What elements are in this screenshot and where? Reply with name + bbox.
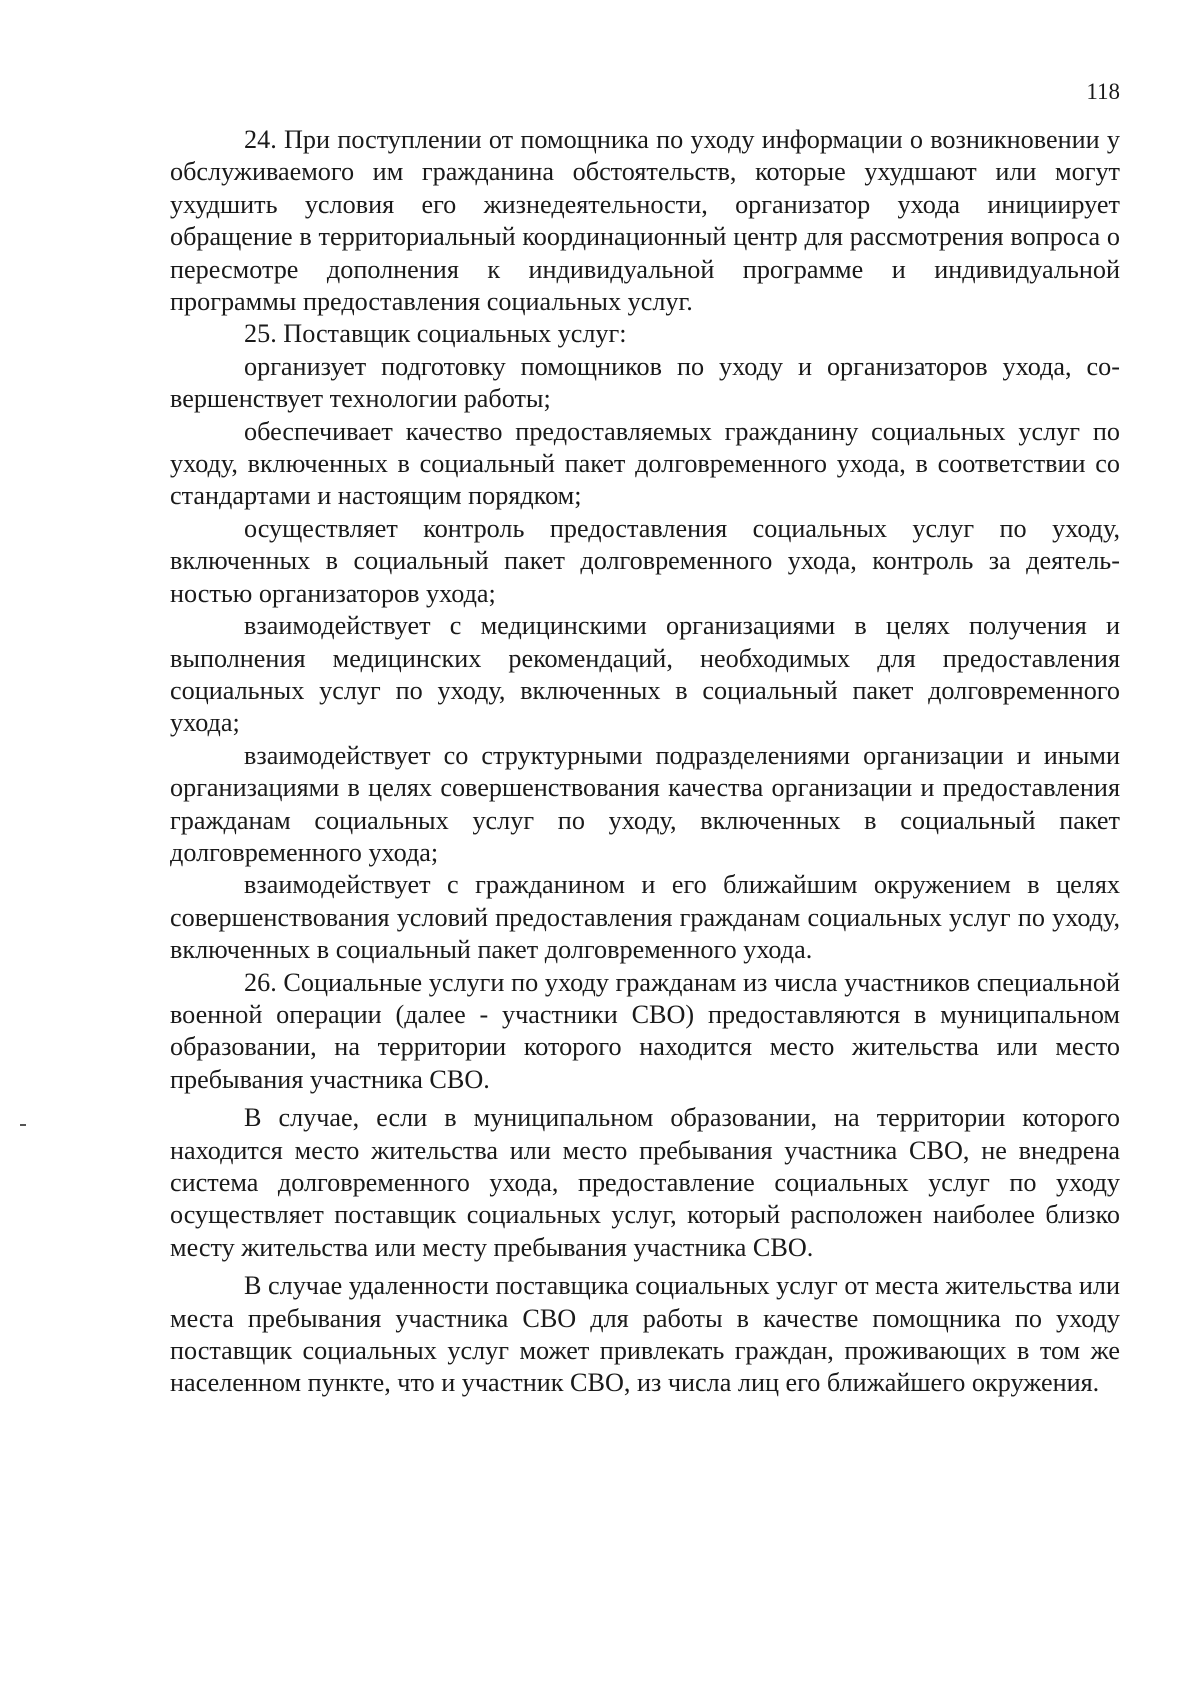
- paragraph-24: 24. При поступлении от помощника по уходу информации о возникновении у обслуживаемого им гражданина обстоятельств, которые ухудшают или могут ухудшить условия его жизнедеятельности, организатор ухода инициирует обращение в территориальный координационный центр для рассмотрения вопроса о пересмотре дополнения к индивидуальной программе и индивидуальной программы предоставления социальных услуг.: [170, 125, 1120, 317]
- page-number: 118: [1086, 79, 1120, 104]
- paragraph-26: 26. Социальные услуги по уходу гражданам из числа участников специальной военной операции (далее - участники СВО) предоставляются в муниципальном образовании, на территории которого находится место жительства или место пребывания участника СВО.: [170, 967, 1120, 1094]
- scan-margin-mark: [20, 1124, 26, 1126]
- document-body: [170, 124, 1120, 1400]
- paragraph-25-item-6: взаимодействует с гражданином и его ближайшим окружением в целях совершенствования условий предоставления гражданам социальных услуг по уходу, включенных в социальный пакет долговременного ухода.: [170, 870, 1120, 965]
- paragraph-25-heading: 25. Поставщик социальных услуг:: [244, 319, 627, 349]
- paragraph-26-case-2: В случае удаленности поставщика социальных услуг от места жительства или места пребывания участника СВО для работы в качестве помощника по уходу поставщик социальных услуг может привлекать граждан, проживающих в том же населенном пункте, что и участник СВО, из числа лиц его ближайшего окружения.: [170, 1271, 1121, 1398]
- paragraph-25-item-1: организует подготовку помощников по уходу и организаторов ухода, совершенствует технологии работы;: [170, 351, 1120, 414]
- paragraph-25-item-4: взаимодействует с медицинскими организациями в целях получения и выполнения медицинских рекомендаций, необходимых для предоставления социальных услуг по уходу, включенных в социальный пакет долговременного ухода;: [170, 611, 1120, 738]
- paragraph-25-item-3: осуществляет контроль предоставления социальных услуг по уходу, включенных в социальный пакет долговременного ухода, контроль за деятельностью организаторов ухода;: [170, 513, 1120, 608]
- paragraph-25-item-2: обеспечивает качество предоставляемых гражданину социальных услуг по уходу, включенных в социальный пакет долговременного ухода, в соответствии со стандартами и настоящим порядком;: [170, 416, 1120, 511]
- paragraph-26-case-1: В случае, если в муниципальном образовании, на территории которого находится место жительства или место пребывания участника СВО, не внедрена система долговременного ухода, предоставление социальных услуг по уходу осуществляет поставщик социальных услуг, который расположен наиболее близко месту жительства или месту пребывания участника СВО.: [170, 1103, 1120, 1262]
- paragraph-25-item-5: взаимодействует со структурными подразделениями организации и иными организациями в целях совершенствования качества организации и предоставления гражданам социальных услуг по уходу, включенных в социальный пакет долговременного ухода;: [170, 740, 1120, 867]
